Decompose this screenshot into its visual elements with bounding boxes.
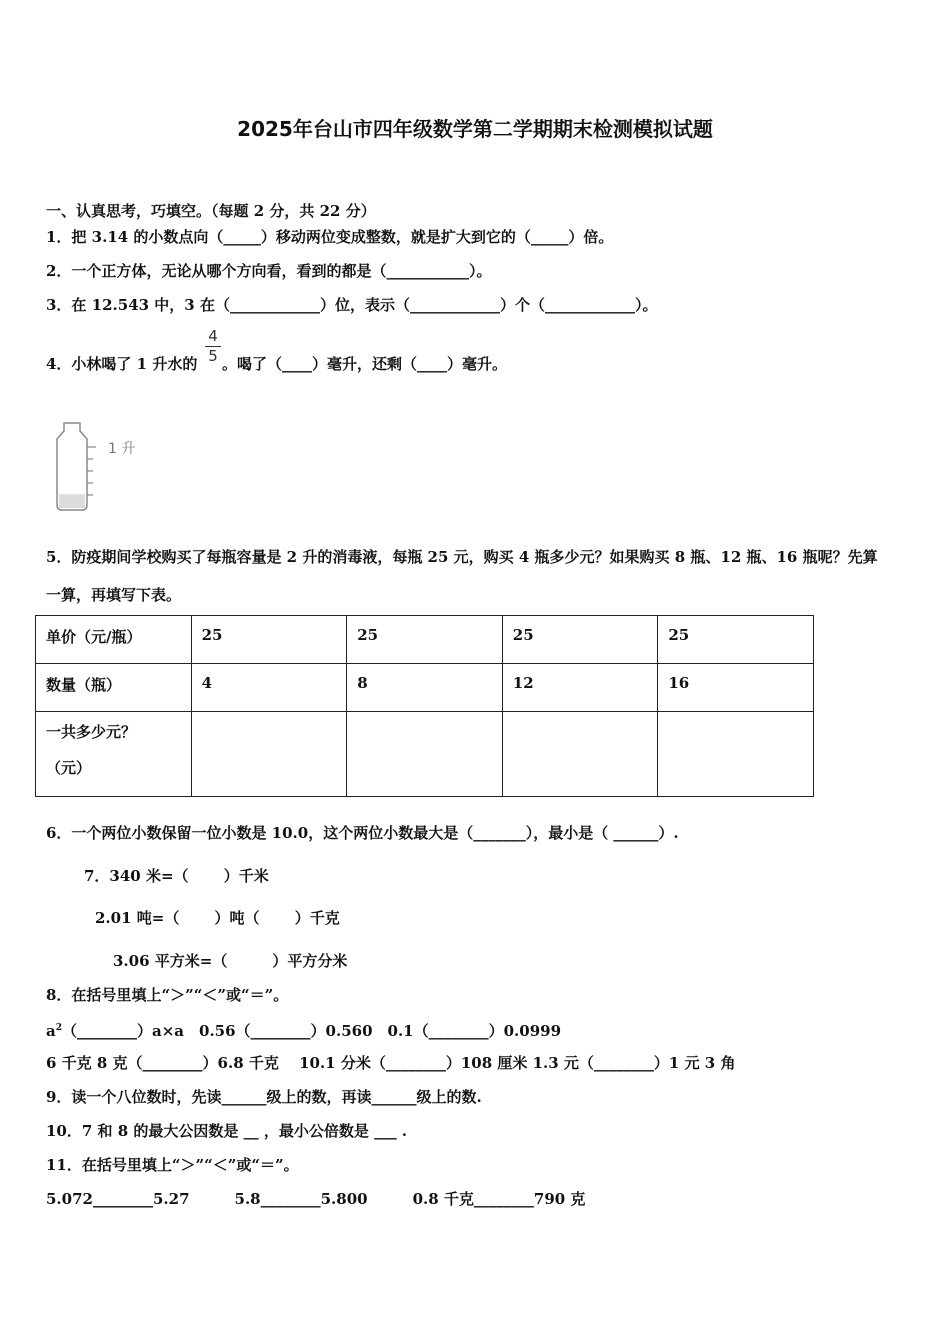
table-row-header: 单价（元/瓶） — [36, 616, 192, 664]
table-row — [36, 616, 814, 664]
exponent: 2 — [55, 1023, 62, 1033]
question-8-line1-rest: （________）a×a 0.56（________）0.560 0.1（________）0.0999 — [62, 1022, 562, 1040]
table-cell: 25 — [658, 616, 814, 664]
question-6: 6．一个两位小数保留一位小数是 10.0，这个两位小数最大是（_______），最小是（ ______）. — [46, 824, 679, 842]
table-row-header: 数量（瓶） — [36, 664, 192, 712]
table-row — [36, 664, 814, 712]
question-7a: 7．340 米=（ ）千米 — [84, 867, 269, 885]
table-cell: 25 — [347, 616, 503, 664]
bottle-water-level — [59, 494, 85, 508]
question-5-line2: 一算，再填写下表。 — [46, 586, 182, 604]
question-3: 3．在 12.543 中，3 在（____________）位，表示（____________）个（____________）。 — [46, 296, 658, 314]
table-cell: 12 — [502, 664, 658, 712]
table-row — [36, 712, 814, 797]
fraction-denominator: 5 — [208, 347, 218, 365]
table-answer-cell[interactable] — [191, 712, 347, 797]
price-table — [35, 615, 814, 797]
table-cell: 16 — [658, 664, 814, 712]
question-7c: 3.06 平方米=（ ）平方分米 — [113, 952, 348, 970]
table-row-header — [36, 712, 192, 797]
question-8-line2: 6 千克 8 克（________）6.8 千克 10.1 分米（________）108 厘米 1.3 元（________）1 元 3 角 — [46, 1054, 736, 1072]
table-answer-cell[interactable] — [502, 712, 658, 797]
question-10: 10．7 和 8 的最大公因数是 __ ，最小公倍数是 ___ . — [46, 1122, 408, 1140]
table-row-header-line1: 一共多少元？ — [46, 723, 137, 741]
bottle-label: 1 升 — [108, 441, 136, 457]
question-7b: 2.01 吨=（ ）吨（ ）千克 — [95, 909, 340, 927]
table-answer-cell[interactable] — [347, 712, 503, 797]
table-row-header-line2: （元） — [46, 759, 92, 777]
table-cell: 25 — [191, 616, 347, 664]
water-bottle-figure — [50, 420, 160, 512]
question-8-line1 — [46, 1018, 561, 1041]
question-2: 2．一个正方体，无论从哪个方向看，看到的都是（___________）。 — [46, 262, 492, 280]
question-4-before: 4．小林喝了 1 升水的 — [46, 355, 198, 373]
table-cell: 4 — [191, 664, 347, 712]
section-heading: 一、认真思考，巧填空。（每题 2 分，共 22 分） — [46, 202, 376, 220]
question-8: 8．在括号里填上“＞”“＜”或“＝”。 — [46, 986, 289, 1004]
question-11-line: 5.072________5.27 5.8________5.800 0.8 千克________790 克 — [46, 1190, 586, 1208]
question-11: 11．在括号里填上“＞”“＜”或“＝”。 — [46, 1156, 299, 1174]
table-cell: 25 — [502, 616, 658, 664]
fraction-numerator: 4 — [208, 327, 218, 345]
var-a: a — [46, 1022, 56, 1040]
question-1: 1．把 3.14 的小数点向（_____）移动两位变成整数，就是扩大到它的（_____）倍。 — [46, 228, 614, 246]
table-answer-cell[interactable] — [658, 712, 814, 797]
fraction — [205, 328, 221, 365]
question-4-after: 。喝了（____）毫升，还剩（____）毫升。 — [222, 355, 508, 373]
question-5-line1: 5．防疫期间学校购买了每瓶容量是 2 升的消毒液，每瓶 25 元，购买 4 瓶多少元？如果购买 8 瓶、12 瓶、16 瓶呢？先算 — [46, 548, 878, 566]
page-title: 2025年台山市四年级数学第二学期期末检测模拟试题 — [237, 117, 713, 141]
table-cell: 8 — [347, 664, 503, 712]
question-9: 9．读一个八位数时，先读______级上的数，再读______级上的数. — [46, 1088, 482, 1106]
